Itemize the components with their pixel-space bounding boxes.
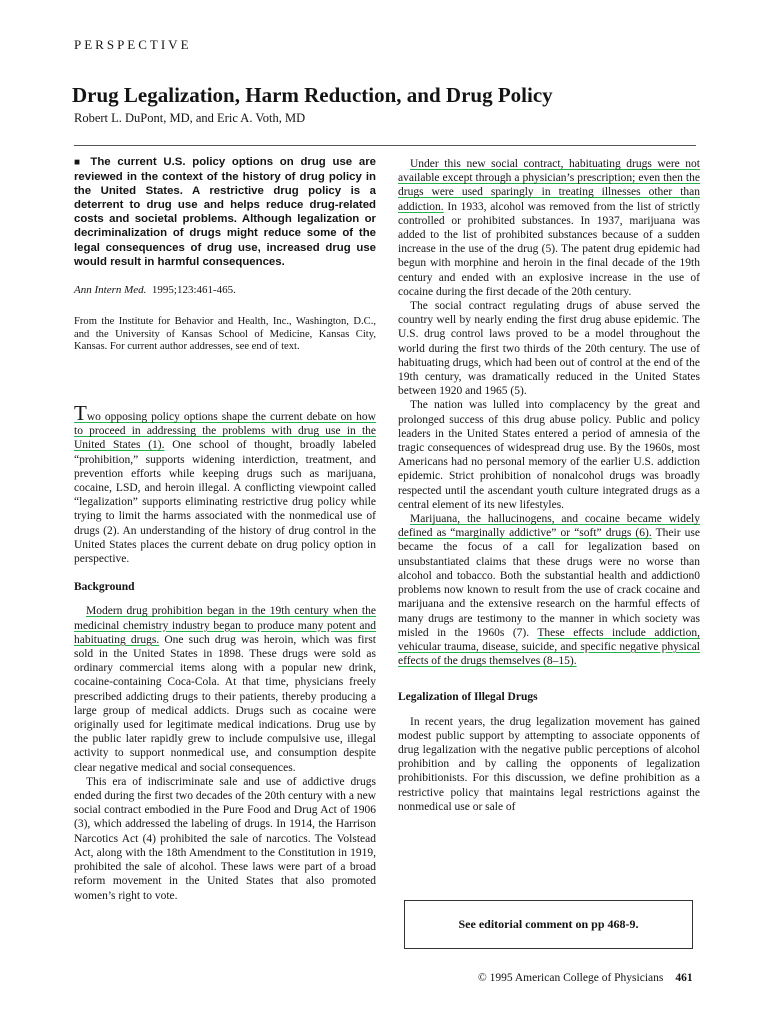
legalization-paragraph: In recent years, the drug legalization movement has gained modest public support by attempting to associate opponents of drug legalization with the negative public perceptions of alcohol prohibition and by calling the opponents of legalization prohibitionists. For this discussion, we define prohibition as a restrictive policy that maintains legal restrictions against the nonmedical use or sale of xyxy=(398,715,700,813)
background-paragraph-1 xyxy=(74,604,376,774)
background-paragraph-2: This era of indiscriminate sale and use of addictive drugs ended during the first two decades of the 20th century with a new social contract embodied in the Pure Food and Drug Act of 1906 (3), which addressed the labeling of drugs. In 1914, the Harrison Narcotics Act (4) prohibited the sale of narcotics. The Volstead Act, along with the 18th Amendment to the Constitution in 1919, prohibited the sale of alcohol. These laws were part of a broad reform movement in the United States that also promoted women’s right to vote. xyxy=(74,775,376,902)
page-number: 461 xyxy=(675,972,693,984)
left-column xyxy=(74,401,376,903)
page-footer xyxy=(478,972,693,984)
abstract-text: The current U.S. policy options on drug use are reviewed in the context of the history of drug policy in the United States. A restrictive drug policy is a deterrent to drug use and helps reduce drug-related costs and societal problems. Although legalization or decriminalization of drugs might reduce some of the legal consequences of drug use, increased drug use would result in harmful consequences. xyxy=(74,156,376,268)
right-paragraph-3: The nation was lulled into complacency by the great and prolonged success of this drug abuse policy. Public and policy leaders in the United States entered a period of amnesia of the tragic consequences of widespread drug use. By the 1960s, most Americans had no personal memory of the earlier U.S. addiction epidemic. Strict prohibition of nonalcohol drugs was broadly respected until the ascendant youth culture integrated drugs as a central element of its new lifestyles. xyxy=(398,399,700,511)
right-column xyxy=(398,157,700,814)
right-paragraph-2: The social contract regulating drugs of abuse served the country well by nearly ending the first drug abuse epidemic. The U.S. drug control laws proved to be a model throughout the world during the first two thirds of the 20th century. The use of habituating drugs, which had been out of control at the end of the 19th century, was dramatically reduced in the United States between 1920 and 1965 (5). xyxy=(398,300,700,398)
intro-paragraph xyxy=(74,401,376,566)
header-divider xyxy=(74,145,696,146)
citation-details: 1995;123:461-465. xyxy=(151,284,236,296)
editorial-comment-box xyxy=(404,900,693,949)
paragraph-text: Their use became the focus of a call for legalization based on unsubstantiated claims that these drugs were no worse than alcohol and tobacco. Both the substantial health and addiction0 problems now known to result from the use of crack cocaine and marijuana and the extensive research on the harmful effects of many drugs are testimony to the manner in which society was misled in the 1960s (7). xyxy=(398,527,700,639)
author-affiliation: From the Institute for Behavior and Health, Inc., Washington, D.C., and the University of Kansas School of Medicine, Kansas City, Kansas. For current author addresses, see end of text. xyxy=(74,316,376,353)
highlighted-text: Marijuana, the hallucinogens, and cocaine became widely defined as “marginally addictive” or “soft” drugs (6). xyxy=(398,513,700,540)
copyright-notice: © 1995 American College of Physicians xyxy=(478,972,664,984)
paragraph-text: One such drug was heroin, which was first sold in the United States in 1898. These drugs were sold as ordinary commercial items along with a popular new drink, cocaine-containing Coca-Cola. At that time, physicians freely prescribed addicting drugs to their patients, thereby producing a large group of medical addicts. Drugs such as cocaine were originally used for legitimate medical indications. Drug use by the public later rapidly grew to include compulsive use, illegal activity to support nonmedical use, and consumption despite clear negative medical and social consequences. xyxy=(74,633,376,774)
background-heading: Background xyxy=(74,581,135,594)
right-paragraph-4 xyxy=(398,512,700,668)
article-authors: Robert L. DuPont, MD, and Eric A. Voth, MD xyxy=(74,111,306,125)
highlighted-text: These effects include addiction, vehicular trauma, disease, suicide, and specific negative physical effects of the drugs themselves (8–15). xyxy=(398,626,700,668)
editorial-comment-text: See editorial comment on pp 468-9. xyxy=(458,917,639,931)
highlighted-text: Modern drug prohibition began in the 19th century when the medicinal chemistry industry began to produce many potent and habituating drugs. xyxy=(74,605,376,646)
legalization-heading: Legalization of Illegal Drugs xyxy=(398,691,538,704)
journal-name: Ann Intern Med. xyxy=(74,284,147,296)
right-paragraph-1 xyxy=(398,157,700,299)
paragraph-text: In 1933, alcohol was removed from the list of strictly controlled or prohibited substances. In 1937, marijuana was added to the list of prohibited substances because of a sudden increase in the use of the drug (5). The patent drug epidemic had begun with morphine and heroin in the final decade of the 19th century and ended with an explosive increase in the use of cocaine during the first decade of the 20th century. xyxy=(398,200,700,298)
article-title: Drug Legalization, Harm Reduction, and Drug Policy xyxy=(72,83,553,107)
abstract xyxy=(74,155,376,269)
highlighted-text: Two opposing policy options shape the current debate on how to proceed in addressing the problems with drug use in the United States (1). xyxy=(74,401,376,452)
section-label: PERSPECTIVE xyxy=(74,37,192,52)
highlighted-text: Under this new social contract, habituating drugs were not available except through a physician’s prescription; even then the drugs were used sparingly in treating illnesses other than addiction. xyxy=(398,158,700,213)
journal-citation xyxy=(74,284,236,296)
paragraph-text: One school of thought, broadly labeled “prohibition,” supports widening interdiction, treatment, and prevention efforts while keeping drugs such as marijuana, cocaine, LSD, and heroin illegal. A conflicting viewpoint called “legalization” supports eliminating restrictive drug policy while trying to limit the harms associated with the nonmedical use of drugs (2). An understanding of the history of drug control in the United States places the current debate on drug policy option in perspective. xyxy=(74,439,376,566)
abstract-bullet: ■ xyxy=(74,157,84,168)
